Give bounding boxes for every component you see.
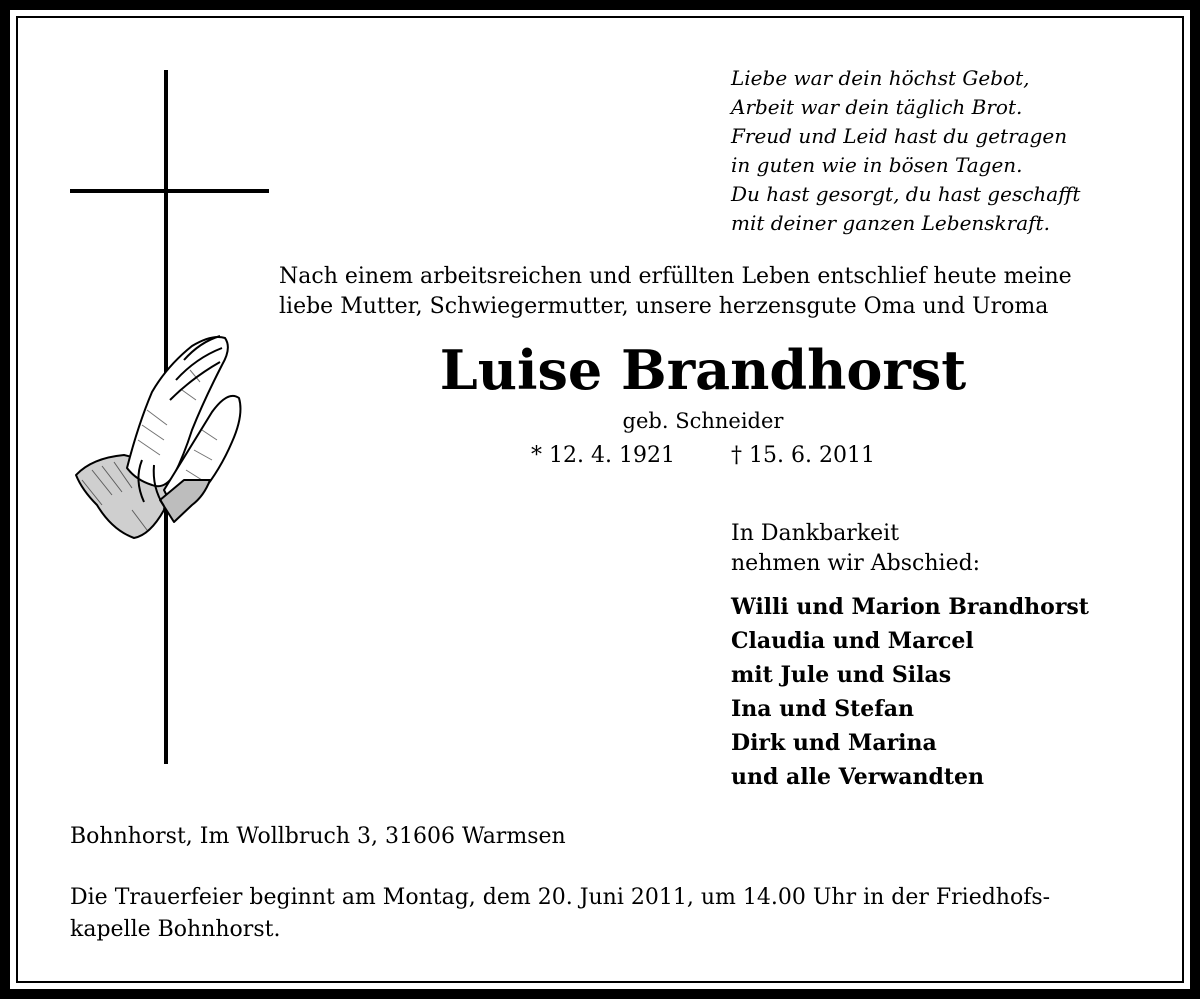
- poem-line: Du hast gesorgt, du hast geschafft: [731, 182, 1081, 206]
- thanks-line: In Dankbarkeit: [731, 521, 900, 546]
- family-member: Claudia und Marcel: [731, 628, 974, 654]
- poem: [731, 64, 1080, 238]
- family-list: [731, 590, 1089, 794]
- family-member: Dirk und Marina: [731, 730, 937, 756]
- poem-line: mit deiner ganzen Lebenskraft.: [731, 211, 1050, 235]
- intro-text: [279, 262, 1072, 322]
- family-member: und alle Verwandten: [731, 764, 985, 790]
- address: Bohnhorst, Im Wollbruch 3, 31606 Warmsen: [70, 824, 566, 849]
- family-member: Willi und Marion Brandhorst: [731, 594, 1089, 620]
- family-member: Ina und Stefan: [731, 696, 914, 722]
- intro-line: Nach einem arbeitsreichen und erfüllten Leben entschlief heute meine: [279, 264, 1072, 289]
- poem-line: in guten wie in bösen Tagen.: [731, 153, 1023, 177]
- service-line: kapelle Bohnhorst.: [70, 917, 281, 942]
- thanks-text: [731, 519, 980, 579]
- thanks-line: nehmen wir Abschied:: [731, 551, 981, 576]
- deceased-name: Luise Brandhorst: [439, 338, 967, 402]
- service-info: [70, 882, 1050, 946]
- family-member: mit Jule und Silas: [731, 662, 952, 688]
- service-line: Die Trauerfeier beginnt am Montag, dem 20. Juni 2011, um 14.00 Uhr in der Friedhofs-: [70, 885, 1051, 910]
- poem-line: Freud und Leid hast du getragen: [731, 124, 1068, 148]
- death-date: † 15. 6. 2011: [731, 443, 875, 468]
- maiden-name: geb. Schneider: [622, 409, 784, 433]
- poem-line: Arbeit war dein täglich Brot.: [731, 95, 1023, 119]
- poem-line: Liebe war dein höchst Gebot,: [731, 66, 1030, 90]
- birth-date: * 12. 4. 1921: [531, 443, 675, 468]
- cross-bar: [70, 189, 269, 193]
- intro-line: liebe Mutter, Schwiegermutter, unsere herzensgute Oma und Uroma: [279, 294, 1049, 319]
